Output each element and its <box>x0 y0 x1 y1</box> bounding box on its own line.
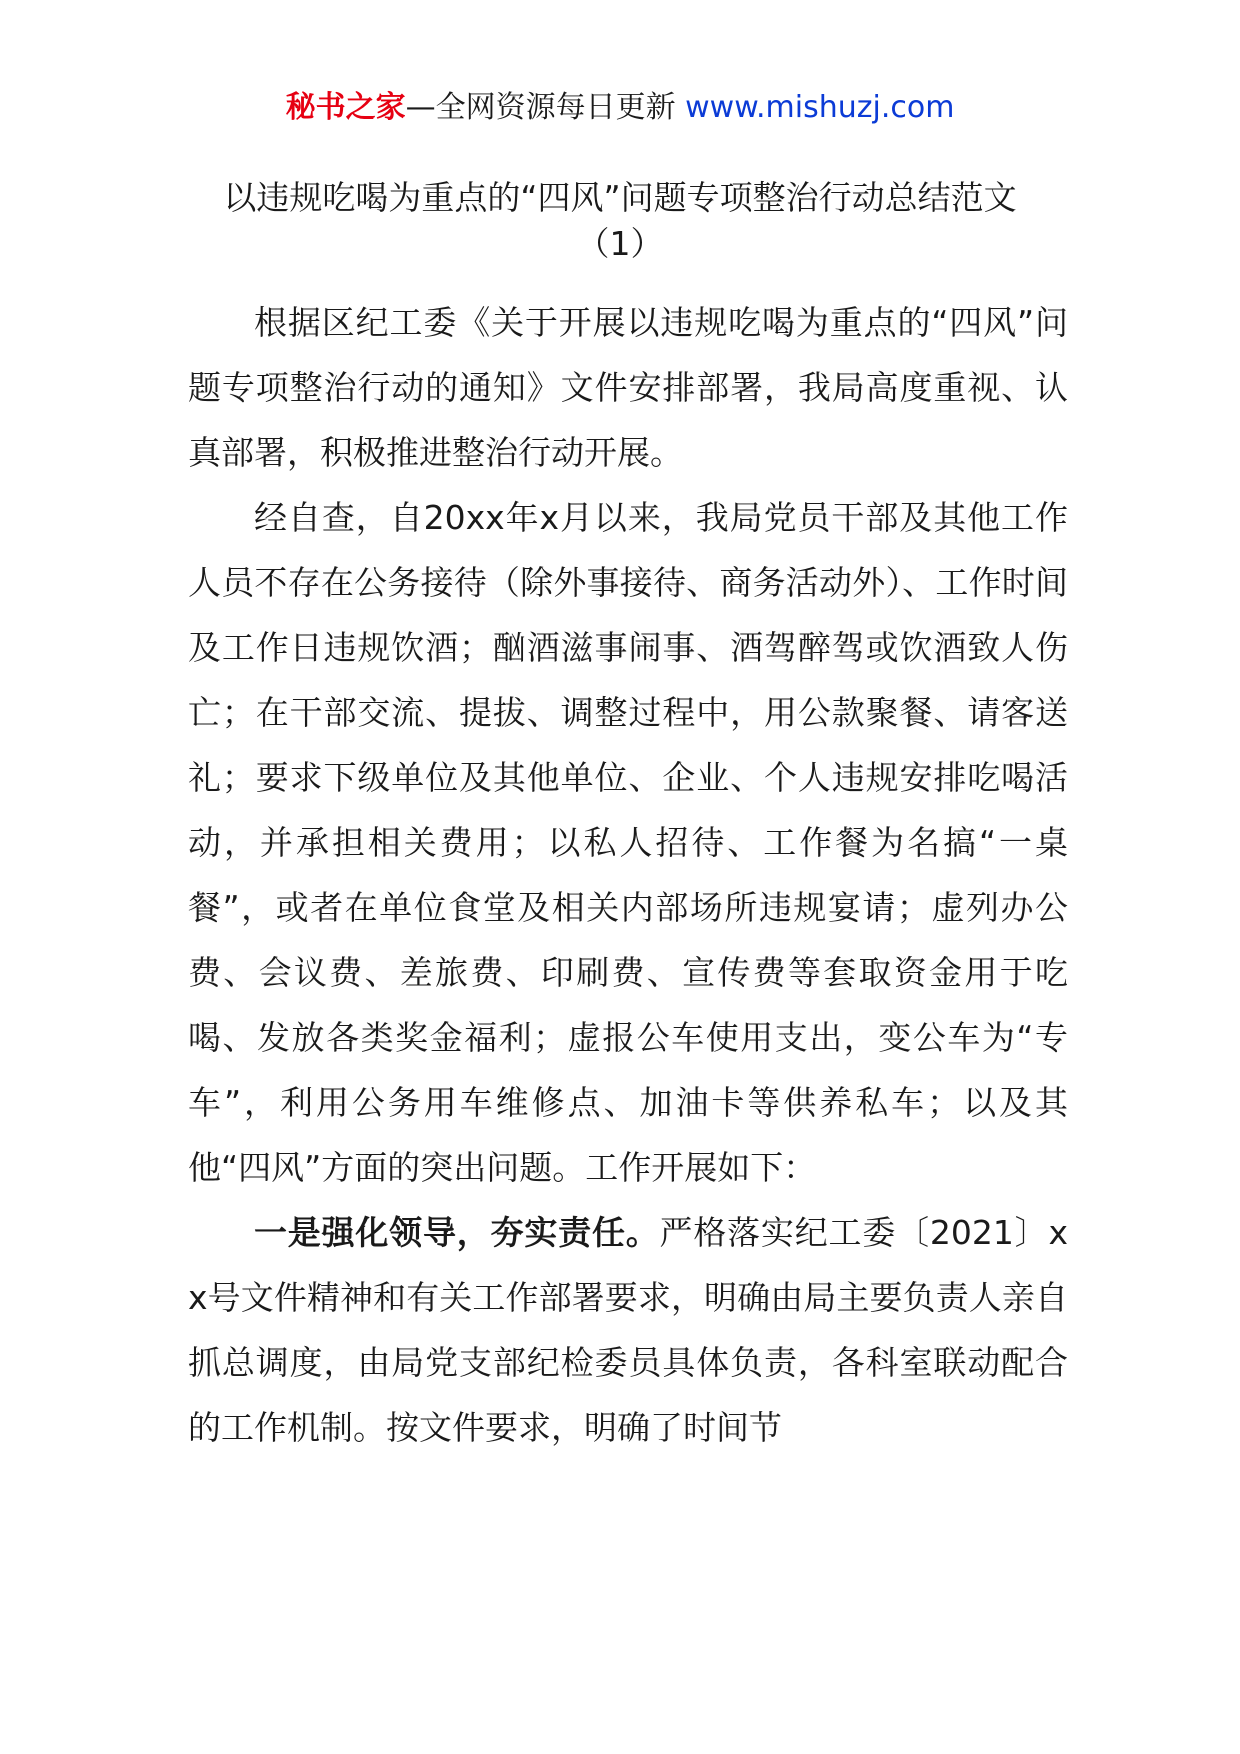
document-title-line-2: （1） <box>576 224 664 263</box>
paragraph-text: 严格落实纪工委〔2021〕xx号文件精神和有关工作部署要求，明确由局主要负责人亲自抓总调度，由局党支部纪检委员具体负责，各科室联动配合的工作机制。按文件要求，明确了时间节 <box>188 1213 1069 1447</box>
document-title <box>150 175 1090 267</box>
header-slogan: —全网资源每日更新 <box>405 90 676 125</box>
paragraph-text: 经自查，自20xx年x月以来，我局党员干部及其他工作人员不存在公务接待（除外事接待、商务活动外）、工作时间及工作日违规饮酒；酗酒滋事闹事、酒驾醉驾或饮酒致人伤亡；在干部交流、提拔、调整过程中，用公款聚餐、请客送礼；要求下级单位及其他单位、企业、个人违规安排吃喝活动，并承担相关费用；以私人招待、工作餐为名搞“一桌餐”，或者在单位食堂及相关内部场所违规宴请；虚列办公费、会议费、差旅费、印刷费、宣传费等套取资金用于吃喝、发放各类奖金福利；虚报公车使用支出，变公车为“专车”，利用公务用车维修点、加油卡等供养私车；以及其他“四风”方面的突出问题。工作开展如下： <box>188 498 1068 1187</box>
paragraph-self-check <box>188 485 1068 1200</box>
paragraph-point-one <box>188 1200 1068 1460</box>
document-title-line-1: 以违规吃喝为重点的“四风”问题专项整治行动总结范文 <box>223 178 1017 217</box>
paragraph-lead: 一是强化领导，夯实责任。 <box>254 1213 660 1252</box>
site-header <box>0 86 1240 130</box>
paragraph-intro <box>188 290 1068 485</box>
document-body <box>188 290 1068 1460</box>
paragraph-text: 根据区纪工委《关于开展以违规吃喝为重点的“四风”问题专项整治行动的通知》文件安排部署，我局高度重视、认真部署，积极推进整治行动开展。 <box>188 303 1068 472</box>
brand-name: 秘书之家 <box>285 90 406 125</box>
site-url-link[interactable]: www.mishuzj.com <box>685 90 955 125</box>
